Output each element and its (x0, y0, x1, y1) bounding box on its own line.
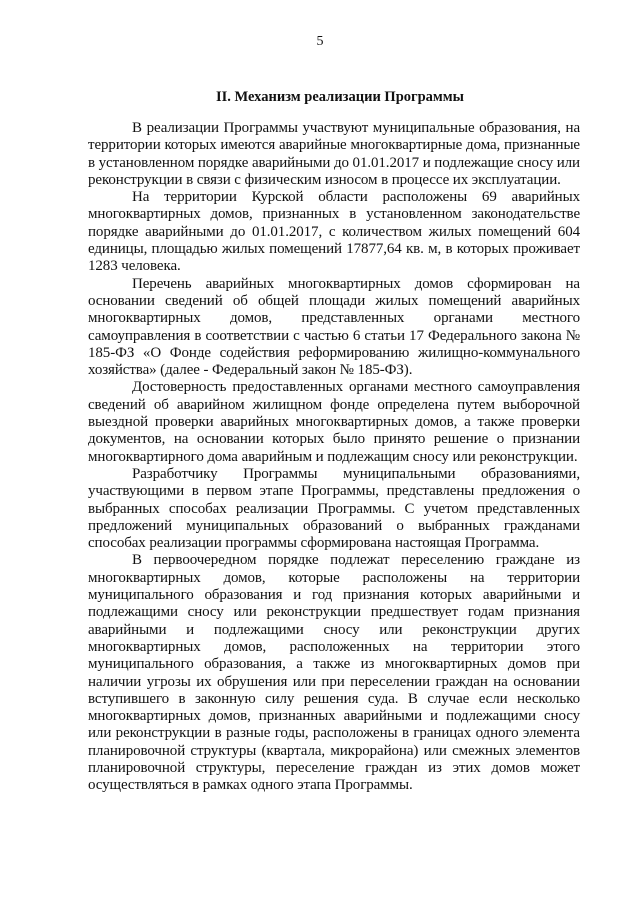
paragraph-data-verification: Достоверность предоставленных органами местного самоуправления сведений об аварийном жилищном фонде определена путем выборочной выездной проверки аварийных многоквартирных домов, а также проверки документов, на основании которых было принято решение о признании многоквартирного дома аварийным и подлежащим сносу или реконструкции. (88, 379, 580, 465)
section-heading: II. Механизм реализации Программы (215, 89, 464, 105)
page-number: 5 (316, 34, 324, 49)
paragraph-participants: В реализации Программы участвуют муниципальные образования, на территории которых имеются аварийные многоквартирные дома, признанные в установленном порядке аварийными до 01.01.2017 и подлежащие сносу или реконструкции в связи с физическим износом в процессе их эксплуатации. (88, 120, 580, 188)
paragraph-list-formation: Перечень аварийных многоквартирных домов сформирован на основании сведений об общей площади жилых помещений аварийных многоквартирных домов, представленных органами местного самоуправления в соответствии с частью 6 статьи 17 Федерального закона № 185-ФЗ «О Фонде содействия реформированию жилищно-коммунального хозяйства» (далее - Федеральный закон № 185-ФЗ). (88, 275, 580, 379)
paragraph-kursk-statistics: На территории Курской области расположены 69 аварийных многоквартирных домов, признанных в установленном законодательстве порядке аварийными до 01.01.2017, с количеством жилых помещений 604 единицы, площадью жилых помещений 17877,64 кв. м, в которых проживает 1283 человека. (88, 189, 580, 275)
paragraph-program-developer: Разработчику Программы муниципальными образованиями, участвующими в первом этапе Программы, представлены предложения о выбранных способах реализации Программы. С учетом представленных предложений муниципальных образований о выбранных гражданами способах реализации программы сформирована настоящая Программа. (88, 465, 580, 552)
paragraph-priority-resettlement: В первоочередном порядке подлежат переселению граждане из многоквартирных домов, которые расположены на территории муниципального образования и год признания которых аварийными и подлежащими сносу или реконструкции предшествует годам признания аварийными и подлежащими сносу или реконструкции других многоквартирных домов, расположенных на территории этого муниципального образования, а также из многоквартирных домов при наличии угрозы их обрушения или при переселении граждан на основании вступившего в законную силу решения суда. В случае если несколько многоквартирных домов, признанных аварийными и подлежащими сносу или реконструкции в разные годы, расположены в границах одного элемента планировочной структуры (квартала, микрорайона) или смежных элементов планировочной структуры, переселение граждан из этих домов может осуществляться в рамках одного этапа Программы. (88, 552, 580, 794)
body-text (88, 120, 580, 795)
